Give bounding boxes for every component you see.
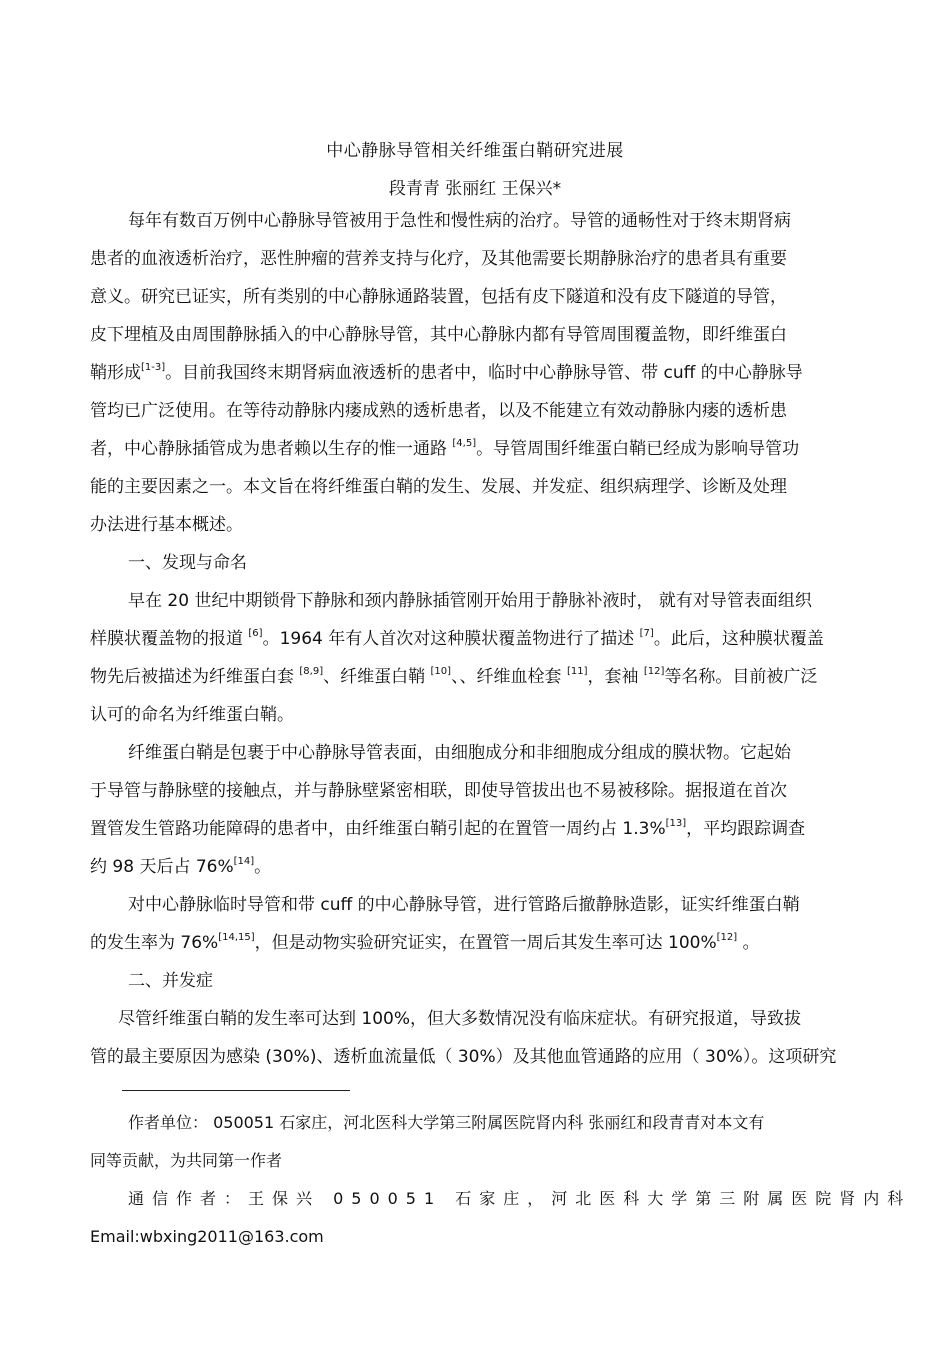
citation: [10] [430,666,452,677]
citation: [6] [248,628,263,639]
citation: [7] [639,628,654,639]
body-line: 尽管纤维蛋白鞘的发生率可达到 100%，但大多数情况没有临床症状。有研究报道，导致拔 [118,1009,802,1029]
body-line: 样膜状覆盖物的报道 [6]。1964 年有人首次对这种膜状覆盖物进行了描述 [7]。此后，这种膜状覆盖 [90,628,824,649]
body-line: 能的主要因素之一。本文旨在将纤维蛋白鞘的发生、发展、并发症、组织病理学、诊断及处理 [90,477,787,497]
citation: [14,15] [218,932,255,943]
paper-title: 中心静脉导管相关纤维蛋白鞘研究进展 [326,141,624,161]
body-line: 的发生率为 76%[14,15]，但是动物实验研究证实，在置管一周后其发生率可达 100%[12] 。 [90,932,760,953]
body-line: 物先后被描述为纤维蛋白套 [8,9]、纤维蛋白鞘 [10]、、纤维血栓套 [11]，套袖 [12]等名称。目前被广泛 [90,666,818,687]
body-line: 管的最主要原因为感染 (30%)、透析血流量低（ 30%）及其他血管通路的应用（ 30%）。这项研究 [90,1047,837,1067]
body-line: 每年有数百万例中心静脉导管被用于急性和慢性病的治疗。导管的通畅性对于终末期肾病 [128,211,791,231]
body-line: 置管发生管路功能障碍的患者中，由纤维蛋白鞘引起的在置管一周约占 1.3%[13]，平均跟踪调查 [90,818,806,839]
citation: [1-3] [141,362,166,373]
body-line: 早在 20 世纪中期锁骨下静脉和颈内静脉插管刚开始用于静脉补液时， 就有对导管表面组织 [128,591,812,611]
body-line: 办法进行基本概述。 [90,515,243,535]
citation: [13] [665,818,687,829]
footnote-affiliation-cont: 同等贡献，为共同第一作者 [90,1151,283,1170]
body-line: 皮下埋植及由周围静脉插入的中心静脉导管，其中心静脉内都有导管周围覆盖物，即纤维蛋白 [90,325,787,345]
body-line: 对中心静脉临时导管和带 cuff 的中心静脉导管，进行管路后撤静脉造影，证实纤维蛋白鞘 [128,895,800,915]
citation: [11] [566,666,588,677]
section-heading: 二、并发症 [128,971,213,991]
body-line: 鞘形成[1-3]。目前我国终末期肾病血液透析的患者中，临时中心静脉导管、带 cuff 的中心静脉导 [90,362,803,383]
body-line: 纤维蛋白鞘是包裹于中心静脉导管表面，由细胞成分和非细胞成分组成的膜状物。它起始 [128,743,791,763]
footnote-affiliation: 作者单位： 050051 石家庄，河北医科大学第三附属医院肾内科 张丽红和段青青对本文有 [128,1113,765,1132]
body-line: 管均已广泛使用。在等待动静脉内瘘成熟的透析患者，以及不能建立有效动静脉内瘘的透析患 [90,401,787,421]
citation: [8,9] [299,666,324,677]
body-line: 患者的血液透析治疗，恶性肿瘤的营养支持与化疗，及其他需要长期静脉治疗的患者具有重要 [90,249,787,269]
body-line: 约 98 天后占 76%[14]。 [90,856,272,877]
footnote-correspondence: 通信作者：王保兴 050051 石家庄，河北医科大学第三附属医院肾内科 [128,1189,912,1208]
body-line: 意义。研究已证实，所有类别的中心静脉通路装置，包括有皮下隧道和没有皮下隧道的导管， [90,287,787,307]
citation: [12] [716,932,738,943]
citation: [4,5] [452,438,477,449]
footnote-email: Email:wbxing2011@163.com [90,1227,324,1246]
citation: [12] [643,666,665,677]
citation: [14] [233,856,255,867]
body-line: 认可的命名为纤维蛋白鞘。 [90,705,294,725]
body-line: 者，中心静脉插管成为患者赖以生存的惟一通路 [4,5]。导管周围纤维蛋白鞘已经成为影响导管功 [90,438,800,459]
author-list: 段青青 张丽红 王保兴* [388,179,562,199]
footnote-divider [122,1090,350,1091]
body-line: 于导管与静脉壁的接触点，并与静脉壁紧密相联，即使导管拔出也不易被移除。据报道在首次 [90,781,787,801]
section-heading: 一、发现与命名 [128,553,247,573]
